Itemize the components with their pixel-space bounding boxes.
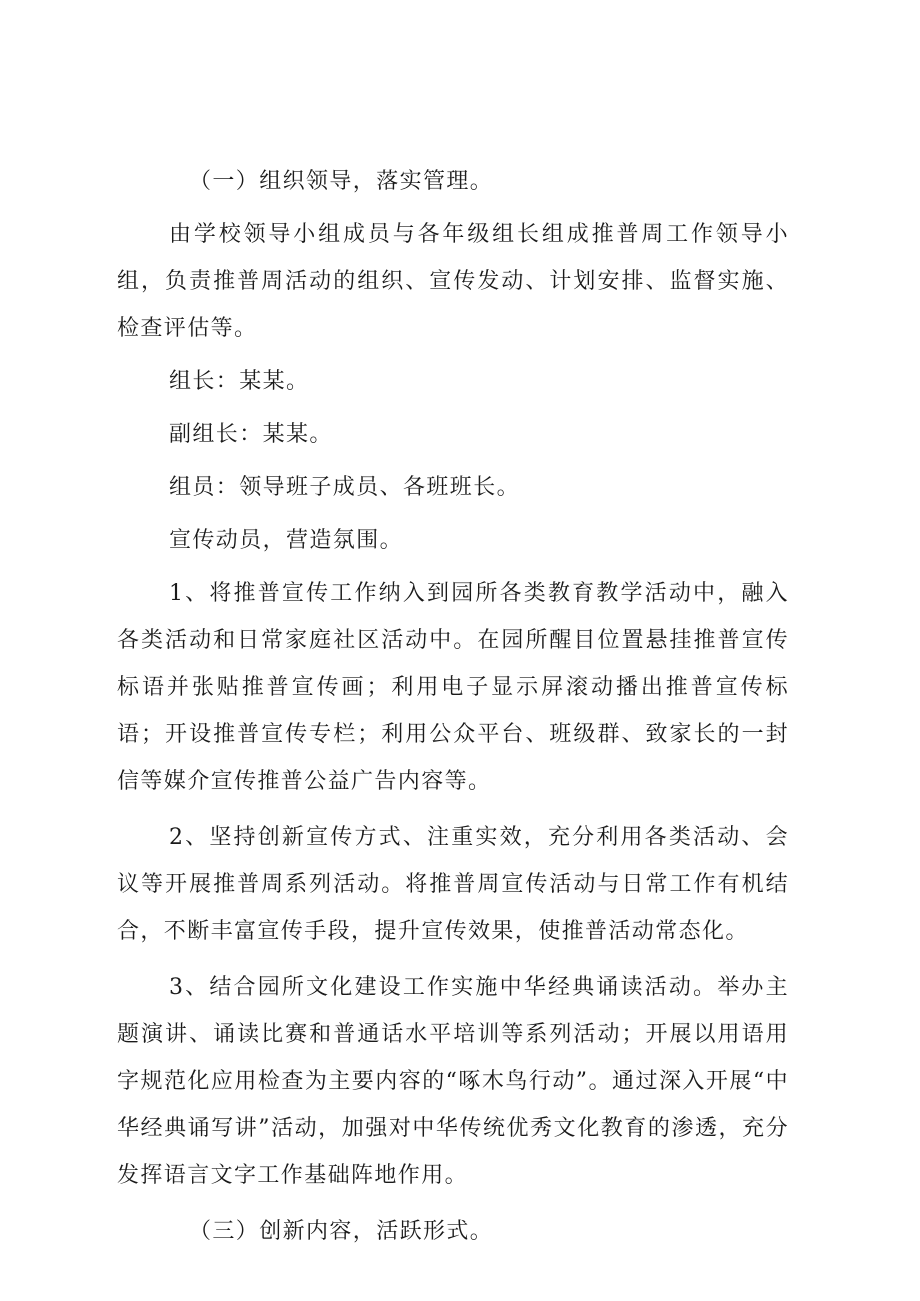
document-body xyxy=(117,158,789,1255)
paragraph-item-1: 1、将推普宣传工作纳入到园所各类教育教学活动中，融入各类活动和日常家庭社区活动中。在园所醒目位置悬挂推普宣传标语并张贴推普宣传画；利用电子显示屏滚动播出推普宣传标语；开设推普宣传专栏；利用公众平台、班级群、致家长的一封信等媒介宣传推普公益广告内容等。 xyxy=(117,581,789,794)
paragraph-members: 组员：领导班子成员、各班班长。 xyxy=(169,475,521,500)
paragraph-group-leader: 组长：某某。 xyxy=(169,369,310,394)
paragraph-publicity-heading: 宣传动员，营造氛围。 xyxy=(169,528,404,553)
paragraph-deputy-leader: 副组长：某某。 xyxy=(169,422,333,447)
section-heading-innovation: （三）创新内容，活跃形式。 xyxy=(189,1219,494,1244)
paragraph-item-2: 2、坚持创新宣传方式、注重实效，充分利用各类活动、会议等开展推普周系列活动。将推普周宣传活动与日常工作有机结合，不断丰富宣传手段，提升宣传效果，使推普活动常态化。 xyxy=(117,825,789,944)
paragraph-leadership-group: 由学校领导小组成员与各年级组长组成推普周工作领导小组，负责推普周活动的组织、宣传发动、计划安排、监督实施、检查评估等。 xyxy=(117,222,789,341)
paragraph-item-3: 3、结合园所文化建设工作实施中华经典诵读活动。举办主题演讲、诵读比赛和普通话水平培训等系列活动；开展以用语用字规范化应用检查为主要内容的“啄木鸟行动”。通过深入开展“中华经典诵写讲”活动，加强对中华传统优秀文化教育的渗透，充分发挥语言文字工作基础阵地作用。 xyxy=(117,975,789,1188)
section-heading-organization: （一）组织领导，落实管理。 xyxy=(189,169,494,194)
